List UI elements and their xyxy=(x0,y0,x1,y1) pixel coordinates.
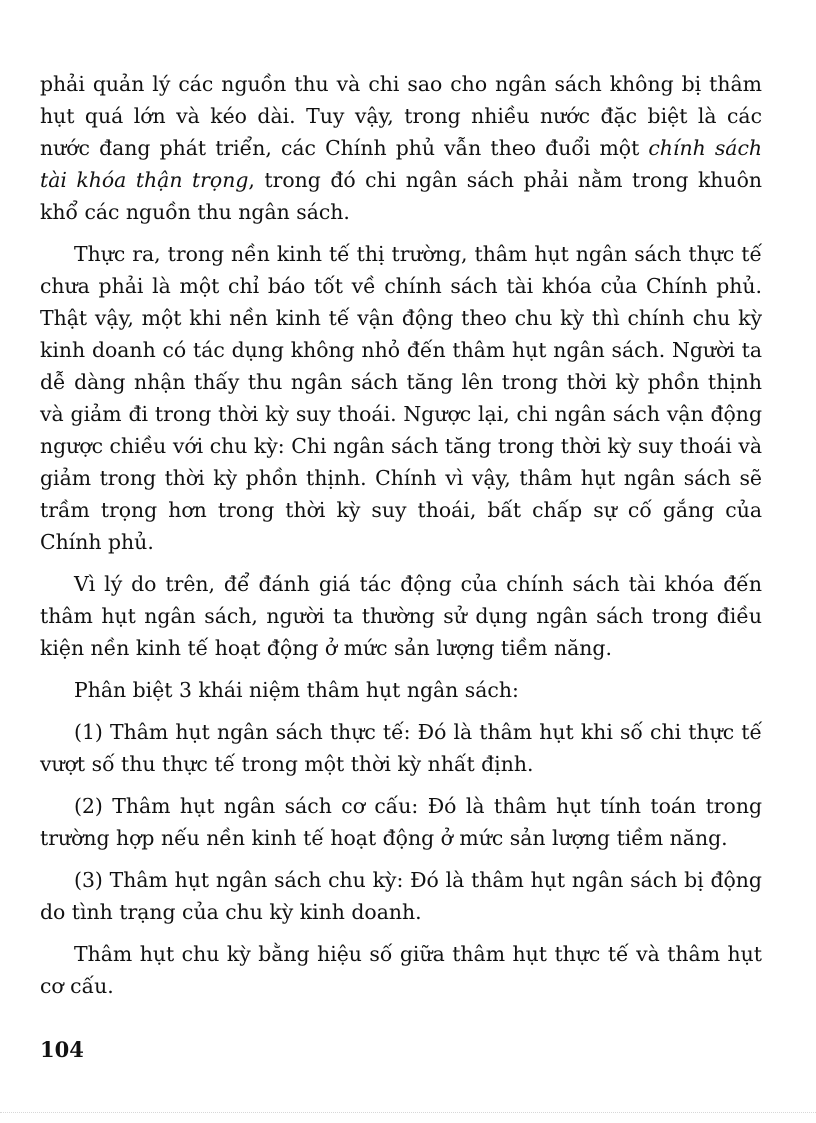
paragraph-cyclical-formula: Thâm hụt chu kỳ bằng hiệu số giữa thâm hụt thực tế và thâm hụt cơ cấu. xyxy=(40,942,762,998)
paragraph-fiscal-policy-start: phải quản lý các nguồn thu và chi sao cho ngân sách không bị thâm hụt quá lớn và kéo dài. Tuy vậy, trong nhiều nước đặc biệt là các nước đang phát triển, các Chính phủ vẫn theo đuổi một xyxy=(40,72,762,160)
page-bottom-divider xyxy=(0,1112,816,1114)
definition-structural-deficit: (2) Thâm hụt ngân sách cơ cấu: Đó là thâm hụt tính toán trong trường hợp nếu nền kinh tế hoạt động ở mức sản lượng tiềm năng. xyxy=(40,794,762,850)
paragraph-fiscal-policy xyxy=(40,68,762,228)
body-text xyxy=(40,68,762,1012)
paragraph-potential-output-budget: Vì lý do trên, để đánh giá tác động của chính sách tài khóa đến thâm hụt ngân sách, người ta thường sử dụng ngân sách trong điều kiện nền kinh tế hoạt động ở mức sản lượng tiềm năng. xyxy=(40,572,762,660)
definition-actual-deficit: (1) Thâm hụt ngân sách thực tế: Đó là thâm hụt khi số chi thực tế vượt số thu thực tế trong một thời kỳ nhất định. xyxy=(40,720,762,776)
paragraph-three-concepts: Phân biệt 3 khái niệm thâm hụt ngân sách: xyxy=(74,678,519,702)
paragraph-fiscal-policy-end: , trong đó chi ngân sách phải nằm trong khuôn khổ các nguồn thu ngân sách. xyxy=(40,168,762,224)
paragraph-actual-deficit-indicator: Thực ra, trong nền kinh tế thị trường, thâm hụt ngân sách thực tế chưa phải là một chỉ báo tốt về chính sách tài khóa của Chính phủ. Thật vậy, một khi nền kinh tế vận động theo chu kỳ thì chính chu kỳ kinh doanh có tác dụng không nhỏ đến thâm hụt ngân sách. Người ta dễ dàng nhận thấy thu ngân sách tăng lên trong thời kỳ phồn thịnh và giảm đi trong thời kỳ suy thoái. Ngược lại, chi ngân sách vận động ngược chiều với chu kỳ: Chi ngân sách tăng trong thời kỳ suy thoái và giảm trong thời kỳ phồn thịnh. Chính vì vậy, thâm hụt ngân sách sẽ trầm trọng hơn trong thời kỳ suy thoái, bất chấp sự cố gắng của Chính phủ. xyxy=(40,242,762,554)
page-number: 104 xyxy=(40,1037,84,1062)
definition-cyclical-deficit: (3) Thâm hụt ngân sách chu kỳ: Đó là thâm hụt ngân sách bị động do tình trạng của chu kỳ kinh doanh. xyxy=(40,868,762,924)
prudent-fiscal-policy-term: chính sách tài khóa thận trọng xyxy=(40,136,762,192)
